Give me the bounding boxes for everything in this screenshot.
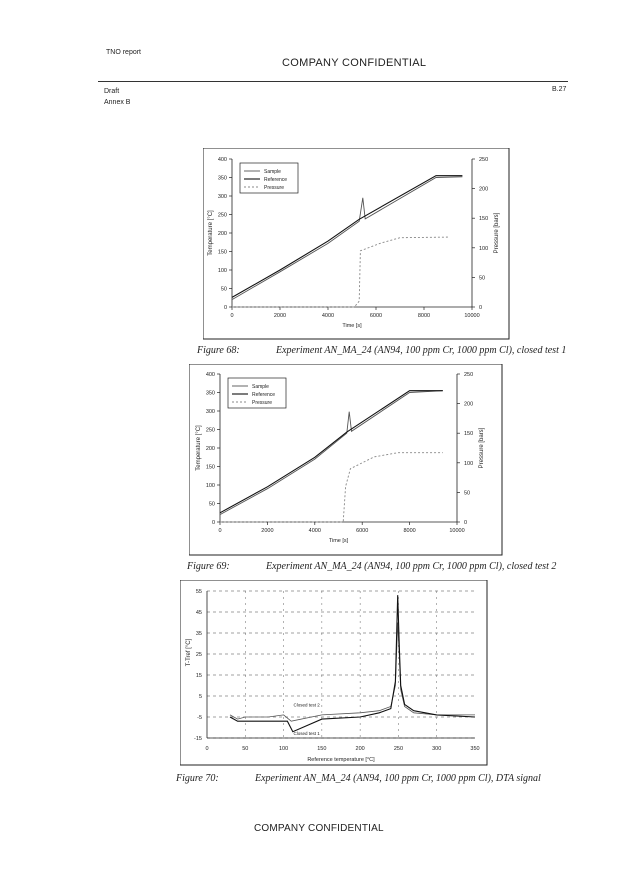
y-tick-label: 5 — [198, 694, 202, 700]
x-tick-label: 2000 — [261, 528, 274, 534]
x-tick-label: 8000 — [403, 528, 416, 534]
figure-69-label: Figure 69: — [187, 561, 230, 572]
y-tick-label: 45 — [195, 610, 202, 616]
x-tick-label: 350 — [470, 746, 480, 752]
x-tick-label: 6000 — [369, 313, 383, 319]
x-tick-label: 2000 — [273, 313, 287, 319]
y2-tick-label: 150 — [464, 431, 474, 438]
x-tick-label: 4000 — [308, 528, 321, 534]
y-tick-label: 250 — [217, 212, 227, 219]
figure-68-label: Figure 68: — [197, 345, 240, 356]
legend-label: Sample — [252, 384, 269, 390]
x-tick-label: 100 — [278, 746, 289, 752]
x-tick-label: 200 — [355, 746, 365, 752]
y2-tick-label: 150 — [479, 216, 489, 223]
x-tick-label: 10000 — [464, 313, 480, 319]
y-tick-label: 35 — [195, 631, 202, 637]
y-tick-label: 0 — [211, 520, 215, 526]
series-line-closed-test-1 — [230, 595, 475, 732]
series-line-sample — [232, 177, 462, 300]
series-line-pressure — [220, 453, 443, 522]
x-axis-label: Time [s] — [342, 323, 362, 329]
legend-label: Pressure — [252, 400, 273, 406]
y-tick-label: 55 — [195, 589, 202, 595]
report-label: TNO report — [106, 49, 142, 56]
y-axis-label: T-Tref [°C] — [186, 638, 192, 667]
y2-tick-label: 200 — [479, 186, 489, 193]
figure-68-text: Experiment AN_MA_24 (AN94, 100 ppm Cr, 1000 ppm Cl), closed test 1 — [276, 345, 567, 356]
annotation-closed-test-1: Closed test 1 — [293, 730, 320, 736]
y2-tick-label: 0 — [479, 305, 483, 311]
figure-69-text: Experiment AN_MA_24 (AN94, 100 ppm Cr, 1000 ppm Cl), closed test 2 — [266, 561, 557, 572]
header-confidential: COMPANY CONFIDENTIAL — [282, 57, 427, 69]
y2-tick-label: 250 — [479, 157, 489, 163]
x-axis-label: Reference temperature [°C] — [307, 757, 375, 763]
chart-temperature-pressure-test2 — [189, 364, 503, 556]
legend-label: Pressure — [264, 185, 285, 191]
series-line-reference — [220, 391, 443, 513]
figure-70-label: Figure 70: — [176, 773, 219, 784]
y-tick-label: 350 — [205, 390, 215, 397]
y-tick-label: 0 — [223, 305, 227, 311]
series-line-sample — [220, 391, 443, 515]
chart-dta-signal — [180, 580, 488, 766]
series-line-closed-test-2 — [230, 623, 475, 722]
y-tick-label: 300 — [217, 194, 227, 200]
figure-70-caption — [176, 773, 541, 784]
y-tick-label: 400 — [217, 157, 227, 163]
y-tick-label: 100 — [217, 268, 227, 274]
x-tick-label: 0 — [205, 746, 209, 752]
y-axis-label: Temperature [°C] — [196, 425, 202, 471]
legend-label: Reference — [264, 177, 288, 183]
y2-tick-label: 100 — [479, 245, 489, 252]
figure-68-caption — [197, 345, 566, 356]
y-tick-label: 200 — [217, 231, 227, 237]
y2-tick-label: 50 — [479, 275, 486, 282]
y-tick-label: 150 — [205, 464, 215, 471]
figure-69-caption — [187, 561, 556, 572]
y-tick-label: 150 — [217, 249, 227, 256]
x-tick-label: 300 — [432, 746, 442, 752]
y2-tick-label: 0 — [464, 520, 468, 526]
y2-tick-label: 100 — [464, 460, 474, 467]
y-tick-label: 200 — [205, 446, 215, 452]
y-tick-label: 15 — [195, 673, 202, 679]
legend-label: Sample — [264, 169, 281, 175]
chart-frame — [180, 580, 487, 765]
x-axis-label: Time [s] — [328, 538, 349, 544]
x-tick-label: 50 — [242, 746, 249, 752]
y-tick-label: 100 — [205, 483, 215, 489]
footer-confidential: COMPANY CONFIDENTIAL — [254, 823, 384, 834]
x-tick-label: 8000 — [417, 313, 431, 319]
x-tick-label: 4000 — [321, 313, 335, 319]
x-tick-label: 6000 — [356, 528, 369, 534]
y-tick-label: 350 — [217, 175, 227, 182]
x-tick-label: 0 — [230, 313, 234, 319]
y2-tick-label: 50 — [464, 490, 471, 497]
y-tick-label: -15 — [194, 736, 202, 742]
legend-label: Reference — [252, 392, 276, 398]
x-tick-label: 250 — [393, 746, 404, 752]
page-number: B.27 — [552, 86, 567, 93]
y-axis-label: Temperature [°C] — [208, 210, 214, 256]
y2-tick-label: 200 — [464, 401, 474, 408]
y2-axis-label: Pressure [bars] — [479, 427, 485, 469]
figure-70-text: Experiment AN_MA_24 (AN94, 100 ppm Cr, 1000 ppm Cl), DTA signal — [255, 773, 541, 784]
x-tick-label: 10000 — [449, 528, 465, 534]
y2-axis-label: Pressure [bars] — [494, 212, 500, 254]
header-divider — [98, 81, 568, 82]
y-tick-label: -5 — [197, 715, 202, 721]
draft-label: Draft — [104, 88, 120, 95]
y2-tick-label: 250 — [464, 372, 474, 378]
y-tick-label: 400 — [205, 372, 215, 378]
y-tick-label: 25 — [195, 652, 202, 658]
y-tick-label: 50 — [208, 501, 215, 508]
x-tick-label: 0 — [218, 528, 222, 534]
y-tick-label: 250 — [205, 427, 215, 434]
y-tick-label: 300 — [205, 409, 215, 415]
y-tick-label: 50 — [220, 286, 227, 293]
chart-temperature-pressure-test1 — [203, 148, 510, 340]
annotation-closed-test-2: Closed test 2 — [293, 702, 320, 708]
x-tick-label: 150 — [317, 746, 327, 752]
annex-label: Annex B — [104, 99, 131, 106]
series-line-pressure — [232, 237, 448, 307]
